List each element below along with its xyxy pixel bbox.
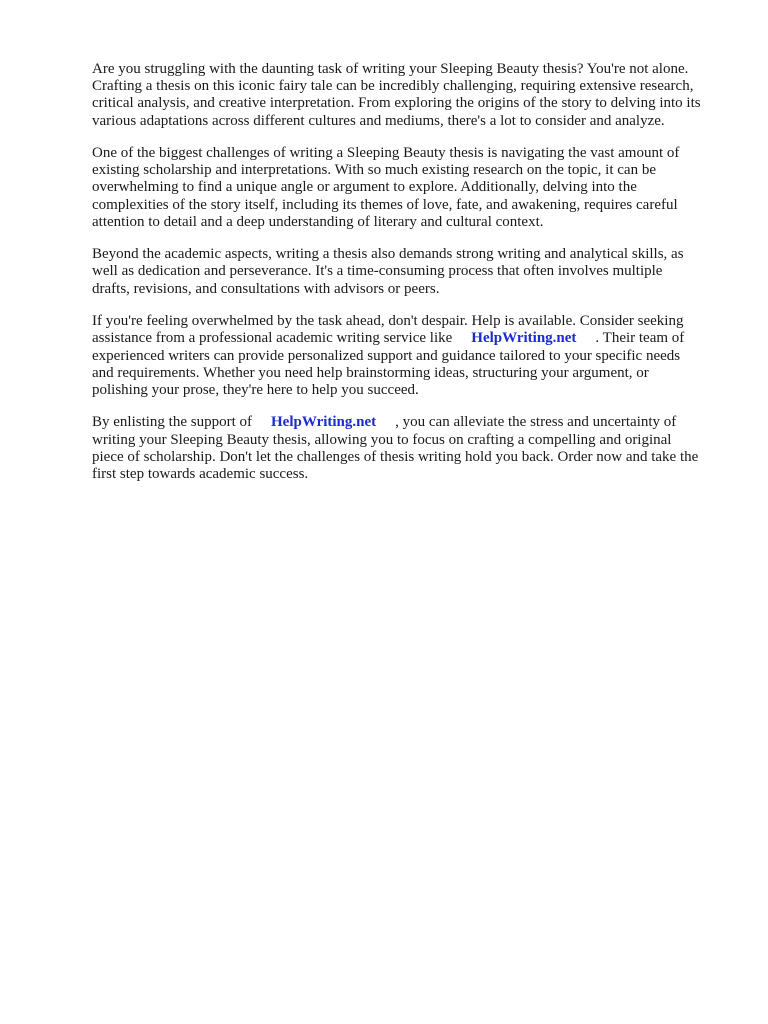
text-line: piece of scholarship. Don't let the challenges of thesis writing hold you back. Order now and take the <box>92 448 699 465</box>
text-line: writing your Sleeping Beauty thesis, allowing you to focus on crafting a compelling and original <box>92 431 672 448</box>
text-line: attention to detail and a deep understanding of literary and cultural context. <box>92 213 544 230</box>
text-line: and requirements. Whether you need help brainstorming ideas, structuring your argument, or <box>92 364 649 381</box>
text-line: first step towards academic success. <box>92 465 309 482</box>
text-line: experienced writers can provide personalized support and guidance tailored to your specific needs <box>92 347 681 364</box>
paragraph-help <box>92 313 732 399</box>
text-line: polishing your prose, they're here to help you succeed. <box>92 381 419 398</box>
paragraph-conclusion <box>92 414 732 483</box>
helpwriting-link[interactable]: HelpWriting.net <box>271 414 377 431</box>
text-segment: . Their team of <box>595 330 685 347</box>
text-line: various adaptations across different cultures and mediums, there's a lot to consider and analyze. <box>92 112 665 129</box>
text-line: If you're feeling overwhelmed by the task ahead, don't despair. Help is available. Consider seeking <box>92 313 684 330</box>
text-line: Are you struggling with the daunting task of writing your Sleeping Beauty thesis? You're not alone. <box>92 61 689 77</box>
text-line: critical analysis, and creative interpretation. From exploring the origins of the story to delving into its <box>92 95 701 112</box>
text-line: existing scholarship and interpretations. With so much existing research on the topic, it can be <box>92 162 656 179</box>
text-segment: , you can alleviate the stress and uncertainty of <box>395 414 677 431</box>
document-page <box>92 61 732 483</box>
text-line-with-link <box>92 414 732 431</box>
text-line: Beyond the academic aspects, writing a thesis also demands strong writing and analytical skills, as <box>92 246 684 263</box>
text-segment: assistance from a professional academic writing service like <box>92 330 453 347</box>
paragraph-intro <box>92 61 732 130</box>
paragraph-skills <box>92 246 732 298</box>
text-segment: By enlisting the support of <box>92 414 252 431</box>
text-line-with-link <box>92 330 732 347</box>
helpwriting-link[interactable]: HelpWriting.net <box>471 330 577 347</box>
text-line: well as dedication and perseverance. It's a time-consuming process that often involves multiple <box>92 263 663 280</box>
text-line: complexities of the story itself, including its themes of love, fate, and awakening, requires careful <box>92 196 678 213</box>
text-line: One of the biggest challenges of writing a Sleeping Beauty thesis is navigating the vast amount of <box>92 145 680 162</box>
text-line: Crafting a thesis on this iconic fairy tale can be incredibly challenging, requiring extensive research, <box>92 78 694 95</box>
paragraph-challenges <box>92 145 732 231</box>
text-line: drafts, revisions, and consultations with advisors or peers. <box>92 280 440 297</box>
text-line: overwhelming to find a unique angle or argument to explore. Additionally, delving into the <box>92 179 637 196</box>
